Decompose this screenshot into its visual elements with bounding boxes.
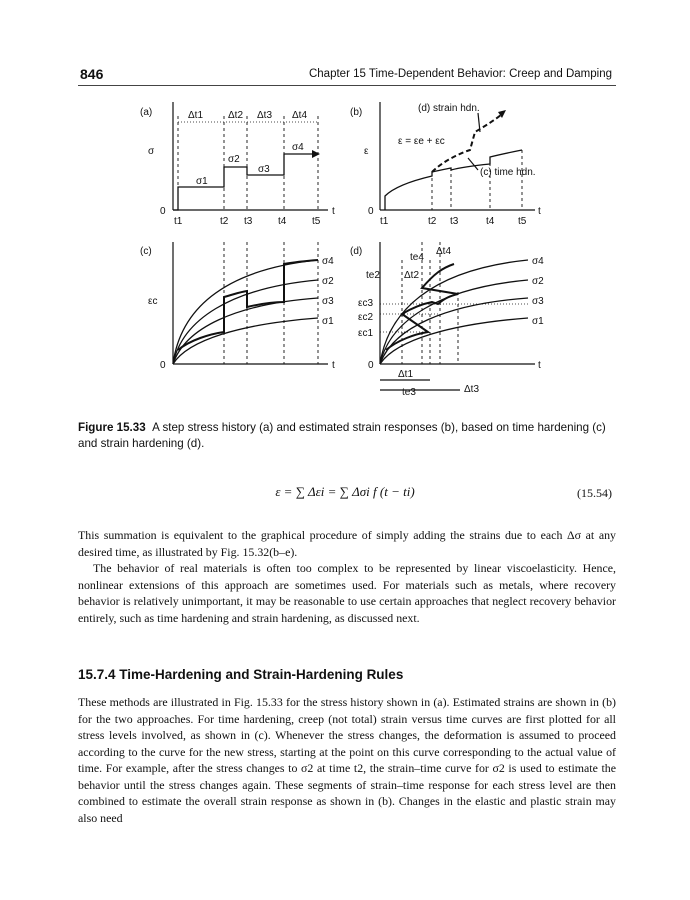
panel-d-label: (d) [350, 246, 363, 257]
a-t1: t1 [174, 216, 183, 227]
b-time-hdn-pointer [468, 158, 478, 170]
d-sigma3: σ3 [532, 296, 544, 307]
b-t2: t2 [428, 216, 437, 227]
d-dt4: Δt4 [436, 246, 452, 257]
c-sigma4: σ4 [322, 256, 334, 267]
a-t4: t4 [278, 216, 287, 227]
a-sigma2: σ2 [228, 154, 240, 165]
panel-b-y-label: ε [364, 146, 369, 157]
equation-number: (15.54) [577, 486, 612, 500]
panel-d [350, 242, 544, 398]
panel-c-t: t [332, 360, 335, 371]
d-ec3: εc3 [358, 298, 374, 309]
c-curve-sigma4 [173, 260, 318, 364]
caption-text: A step stress history (a) and estimated strain responses (b), based on time hardening (c) and strain hardening (d). [78, 421, 606, 450]
panel-b-t: t [538, 206, 541, 217]
a-dt1: Δt1 [188, 110, 204, 121]
paragraph-2: The behavior of real materials is often too complex to be represented by linear viscoelasticity. Hence, nonlinear extensions of this approach are sometimes used. For materials such as metals, where recovery behavior is relatively unimportant, it may be reasonable to use certain approaches that neglect recovery behavior entirely, such as time hardening and strain hardening, as discussed next. [78, 561, 616, 625]
b-time-hdn-label: (c) time hdn. [480, 167, 536, 178]
figure-15-33 [140, 92, 560, 412]
a-dt2: Δt2 [228, 110, 244, 121]
d-curve-sigma4 [380, 260, 528, 364]
b-t1: t1 [380, 216, 389, 227]
figure-caption [78, 420, 613, 452]
a-dt3: Δt3 [257, 110, 273, 121]
panel-d-t: t [538, 360, 541, 371]
header-rule [78, 85, 616, 86]
a-t3: t3 [244, 216, 253, 227]
b-equation: ε = εe + εc [398, 136, 445, 147]
b-t3: t3 [450, 216, 459, 227]
panel-a-y-label: σ [148, 146, 155, 157]
c-curve-sigma3 [173, 298, 318, 364]
running-title: Chapter 15 Time-Dependent Behavior: Creep and Damping [308, 68, 612, 80]
d-ec2: εc2 [358, 312, 374, 323]
a-t5: t5 [312, 216, 321, 227]
paragraph-1: This summation is equivalent to the graphical procedure of simply adding the strains due to each Δσ at any desired time, as illustrated by Fig. 15.32(b–e). [78, 528, 616, 559]
a-dt4: Δt4 [292, 110, 308, 121]
a-t2: t2 [220, 216, 229, 227]
d-sigma4: σ4 [532, 256, 544, 267]
d-dt3: Δt3 [464, 384, 480, 395]
panel-b [350, 102, 541, 227]
panel-a-t: t [332, 206, 335, 217]
d-curve-sigma3 [380, 298, 528, 364]
c-sigma2: σ2 [322, 276, 334, 287]
panel-c-y-label: εc [148, 296, 158, 307]
panel-b-label: (b) [350, 107, 363, 118]
section-body: These methods are illustrated in Fig. 15.33 for the stress history shown in (a). Estimated strains are shown in (b) for the two approaches. For time hardening, creep (not total) strain versus time curves are first plotted for all stress levels involved, as shown in (c). Whenever the stress changes, the deformation is assumed to proceed according to the curve for the new stress, starting at the point on this curve corresponding to the actual value of time. For example, after the stress changes to σ2 at time t2, the strain–time curve for σ2 is used to estimate the behavior until the stress changes again. These segments of strain–time response for each stress level are then combined to estimate the overall strain response as shown in (b). Changes in the elastic and plastic strain may also need [78, 695, 616, 825]
d-dt2: Δt2 [404, 270, 420, 281]
caption-label: Figure 15.33 [78, 421, 146, 434]
panel-c-label: (c) [140, 246, 152, 257]
panel-a-label: (a) [140, 107, 153, 118]
c-sigma3: σ3 [322, 296, 334, 307]
panel-b-zero: 0 [368, 206, 374, 217]
b-strain-hdn-label: (d) strain hdn. [418, 103, 480, 114]
d-te4: te4 [410, 252, 424, 263]
a-sigma4: σ4 [292, 142, 304, 153]
section-heading: 15.7.4 Time-Hardening and Strain-Hardening Rules [78, 667, 404, 682]
d-ec1: εc1 [358, 328, 374, 339]
a-sigma1: σ1 [196, 176, 208, 187]
d-te3: te3 [402, 387, 416, 398]
d-dt1: Δt1 [398, 369, 414, 380]
page-number: 846 [80, 66, 104, 82]
panel-a-zero: 0 [160, 206, 166, 217]
a-sigma3: σ3 [258, 164, 270, 175]
d-te2: te2 [366, 270, 380, 281]
c-time-hardening-path [178, 260, 318, 350]
b-t4: t4 [486, 216, 495, 227]
stress-history [173, 154, 318, 210]
stress-arrow [312, 150, 320, 158]
c-curve-sigma2 [173, 280, 318, 364]
d-sigma1: σ1 [532, 316, 544, 327]
equation-15-54: ε = ∑ Δεi = ∑ Δσi f (t − ti) [275, 484, 415, 499]
panel-d-zero: 0 [368, 360, 374, 371]
c-sigma1: σ1 [322, 316, 334, 327]
d-sigma2: σ2 [532, 276, 544, 287]
time-hardening-response [385, 150, 522, 210]
panel-c [140, 242, 335, 371]
panel-a [140, 102, 335, 227]
b-t5: t5 [518, 216, 527, 227]
panel-c-zero: 0 [160, 360, 166, 371]
